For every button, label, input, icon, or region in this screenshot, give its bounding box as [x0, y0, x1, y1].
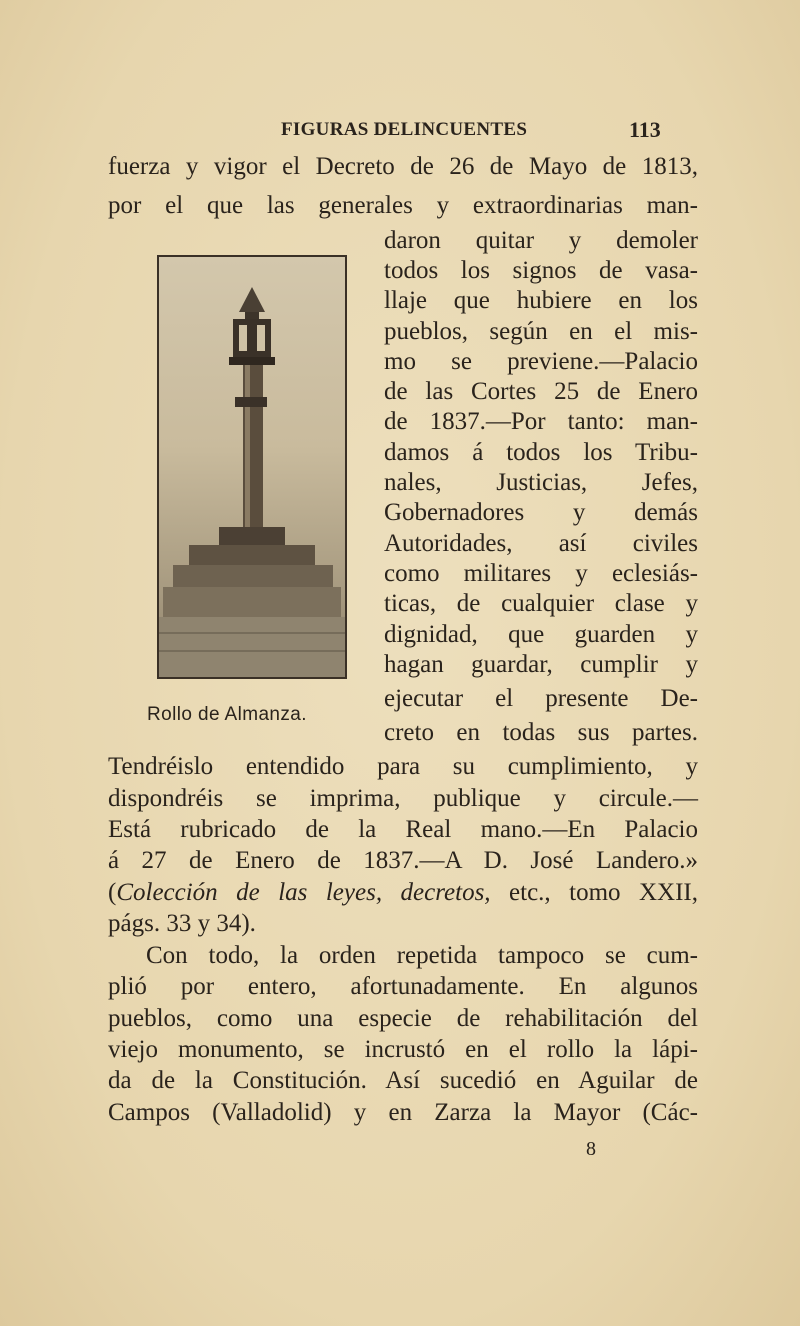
text-line: dignidad, que guarden y: [384, 621, 698, 648]
text-line: fuerza y vigor el Decreto de 26 de Mayo de 1813,: [108, 153, 698, 180]
text-line: damos á todos los Tribu-: [384, 439, 698, 466]
text-line: págs. 33 y 34).: [108, 910, 256, 937]
text-line: plió por entero, afortunadamente. En algunos: [108, 973, 698, 1000]
text-line: viejo monumento, se incrustó en el rollo la lápi-: [108, 1036, 698, 1063]
text-line: pueblos, según en el mis-: [384, 318, 698, 345]
rollo-engraving: [159, 257, 345, 677]
page-header: [0, 117, 800, 141]
text-line: ejecutar el presente De-: [384, 685, 698, 712]
text-line: pueblos, como una especie de rehabilitación del: [108, 1005, 698, 1032]
text-line: Está rubricado de la Real mano.—En Palacio: [108, 816, 698, 843]
text-line: ticas, de cualquier clase y: [384, 590, 698, 617]
text-line: daron quitar y demoler: [384, 227, 698, 254]
text-line: Campos (Valladolid) y en Zarza la Mayor (Các-: [108, 1099, 698, 1126]
figure-caption: Rollo de Almanza.: [147, 704, 307, 725]
text-line: creto en todas sus partes.: [384, 719, 698, 746]
text-line: de 1837.—Por tanto: man-: [384, 408, 698, 435]
text-line: á 27 de Enero de 1837.—A D. José Landero.»: [108, 847, 698, 874]
text-line: Gobernadores y demás: [384, 499, 698, 526]
page-number: 113: [629, 117, 661, 142]
citation-open: (: [108, 879, 117, 906]
text-line: nales, Justicias, Jefes,: [384, 469, 698, 496]
text-line: por el que las generales y extraordinarias man-: [108, 192, 698, 219]
text-line: hagan guardar, cumplir y: [384, 651, 698, 678]
text-line: todos los signos de vasa-: [384, 257, 698, 284]
citation-line: [108, 878, 698, 908]
text-line: dispondréis se imprima, publique y circule.—: [108, 785, 698, 812]
citation-title: Colección de las leyes, decretos,: [116, 879, 491, 906]
text-line: como militares y eclesiás-: [384, 560, 698, 587]
signature-mark: 8: [586, 1138, 596, 1160]
text-line: da de la Constitución. Así sucedió en Aguilar de: [108, 1067, 698, 1094]
text-line: Tendréislo entendido para su cumplimiento, y: [108, 753, 698, 780]
text-line: llaje que hubiere en los: [384, 287, 698, 314]
running-title: FIGURAS DELINCUENTES: [281, 119, 528, 140]
text-line: de las Cortes 25 de Enero: [384, 378, 698, 405]
citation-rest: etc., tomo XXII,: [490, 879, 699, 906]
text-line: Con todo, la orden repetida tampoco se cum-: [146, 942, 698, 969]
text-line: Autoridades, así civiles: [384, 530, 698, 557]
rollo-illustration: [157, 255, 347, 679]
text-line: mo se previene.—Palacio: [384, 348, 698, 375]
